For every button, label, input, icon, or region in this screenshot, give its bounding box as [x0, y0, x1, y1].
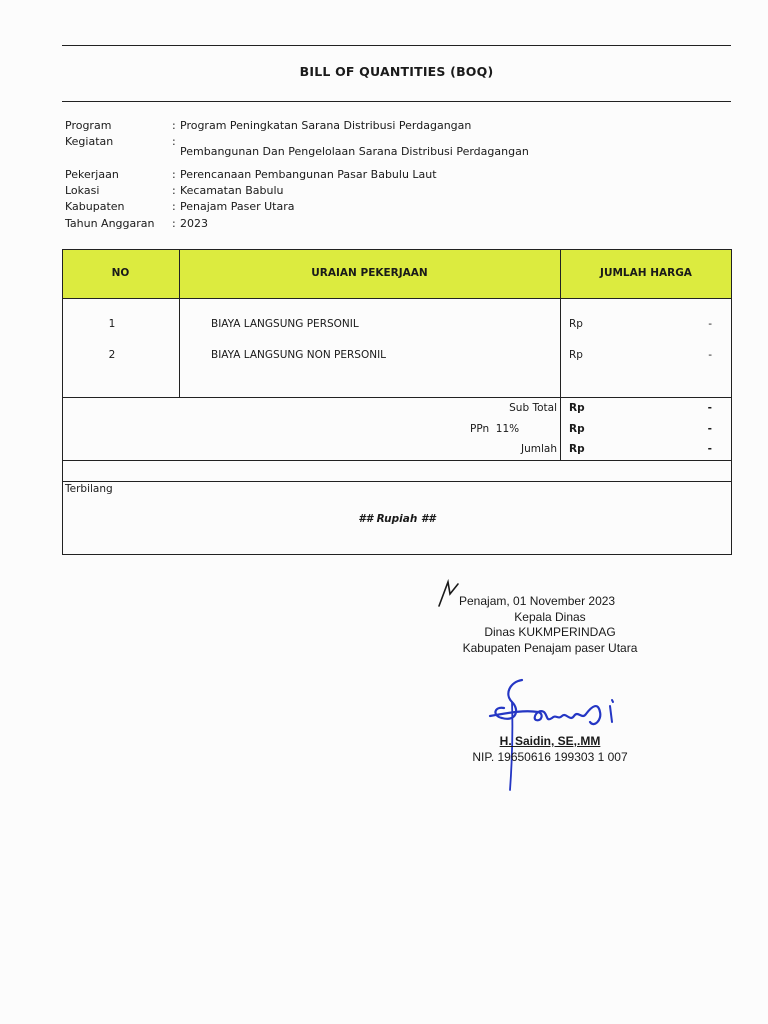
info-value: Kecamatan Babulu: [180, 184, 284, 197]
signer-region: Kabupaten Penajam paser Utara: [462, 641, 638, 655]
total-amount: -: [707, 443, 712, 455]
row-currency: Rp: [569, 318, 583, 330]
col-divider: [560, 249, 561, 460]
info-label: Tahun Anggaran: [65, 217, 155, 230]
document-title: BILL OF QUANTITIES (BOQ): [299, 64, 494, 79]
info-value: Pembangunan Dan Pengelolaan Sarana Distribusi Perdagangan: [180, 145, 529, 158]
row-uraian: BIAYA LANGSUNG NON PERSONIL: [211, 349, 387, 361]
header-no: NO: [111, 267, 130, 279]
info-value: Perencanaan Pembangunan Pasar Babulu Laut: [180, 168, 437, 181]
total-currency: Rp: [569, 423, 585, 435]
header-jumlah-harga: JUMLAH HARGA: [600, 267, 692, 279]
info-colon: :: [172, 184, 176, 197]
header-uraian: URAIAN PEKERJAAN: [311, 267, 428, 279]
info-value: Program Peningkatan Sarana Distribusi Perdagangan: [180, 119, 472, 132]
info-colon: :: [172, 135, 176, 148]
total-amount: -: [707, 423, 712, 435]
signer-nip: NIP. 19650616 199303 1 007: [472, 750, 628, 764]
total-amount: -: [707, 402, 712, 414]
info-label: Kabupaten: [65, 200, 125, 213]
place-date: Penajam, 01 November 2023: [459, 594, 616, 608]
row-divider: [62, 397, 732, 398]
row-currency: Rp: [569, 349, 583, 361]
info-value: 2023: [180, 217, 208, 230]
info-value: Penajam Paser Utara: [180, 200, 295, 213]
info-colon: :: [172, 119, 176, 132]
total-label-ppn: PPn 11%: [470, 423, 520, 435]
total-currency: Rp: [569, 443, 585, 455]
terbilang-value: ## Rupiah ##: [358, 513, 436, 525]
terbilang-label: Terbilang: [65, 483, 113, 495]
info-label: Program: [65, 119, 112, 132]
row-uraian: BIAYA LANGSUNG PERSONIL: [211, 318, 359, 330]
total-label-jumlah: Jumlah: [521, 443, 557, 455]
total-label-subtotal: Sub Total: [509, 402, 557, 414]
info-label: Lokasi: [65, 184, 100, 197]
signature-mark: [482, 672, 622, 792]
info-colon: :: [172, 168, 176, 181]
title-rule: [62, 101, 731, 102]
info-colon: :: [172, 217, 176, 230]
row-divider: [62, 481, 732, 482]
row-no: 1: [108, 318, 116, 330]
info-label: Kegiatan: [65, 135, 114, 148]
signer-position: Kepala Dinas: [514, 610, 586, 624]
row-no: 2: [108, 349, 116, 361]
signer-office: Dinas KUKMPERINDAG: [484, 625, 616, 639]
row-divider: [62, 460, 732, 461]
row-amount: -: [708, 349, 712, 361]
total-currency: Rp: [569, 402, 585, 414]
info-label: Pekerjaan: [65, 168, 119, 181]
signer-name: H. Saidin, SE,.MM: [499, 734, 601, 748]
top-rule: [62, 45, 731, 46]
row-amount: -: [708, 318, 712, 330]
info-colon: :: [172, 200, 176, 213]
